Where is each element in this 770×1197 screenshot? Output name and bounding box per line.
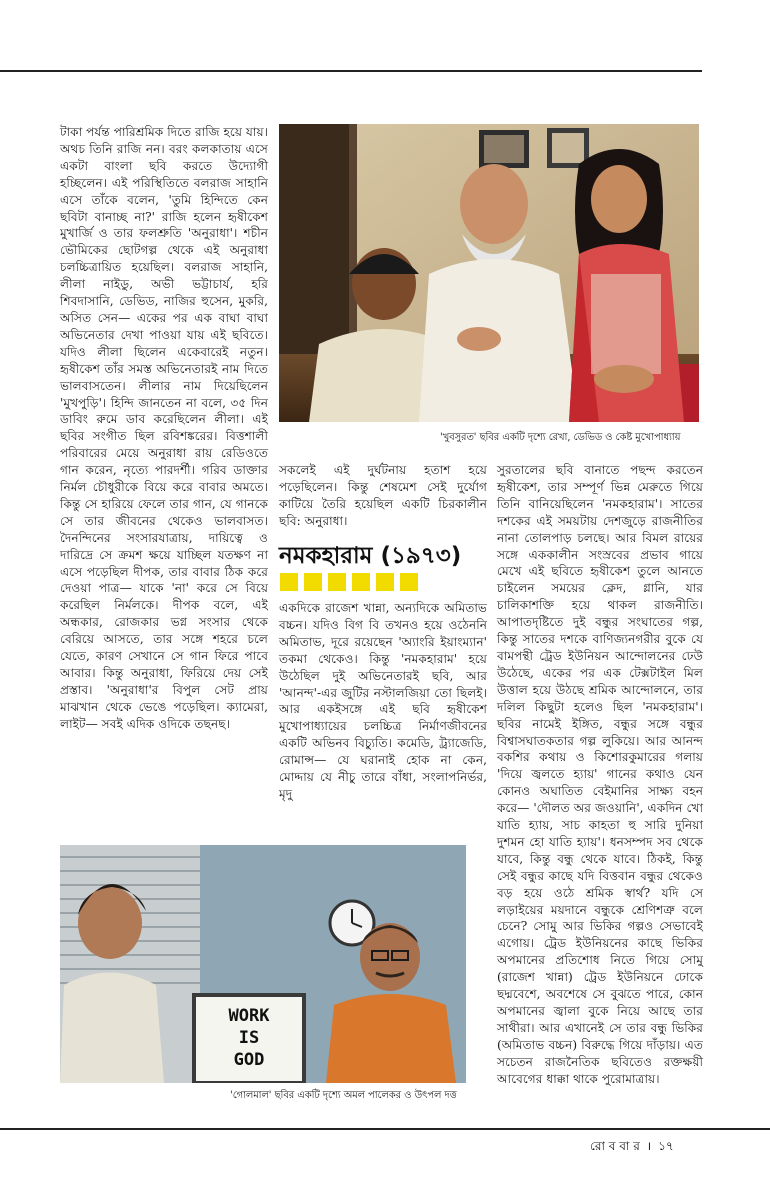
section-heading: নমকহারাম (১৯৭৩)	[279, 543, 462, 569]
footer-rule	[0, 1128, 770, 1130]
magazine-name: রো ব বা র	[590, 1139, 640, 1153]
footer-separator: ।	[646, 1139, 652, 1153]
rating-star	[280, 573, 298, 591]
article-column-1	[60, 124, 268, 733]
page-number: ১৭	[658, 1139, 674, 1153]
bottom-photo-caption: 'গোলমাল' ছবির একটি দৃশ্যে অমল পালেকর ও উৎপল দত্ত	[230, 1090, 457, 1101]
sign-line-1: WORK	[228, 1006, 270, 1026]
rating-star	[400, 573, 418, 591]
column-1-text: টাকা পর্যন্ত পারিশ্রমিক দিতে রাজি হয়ে যায়। অথচ তিনি রাজি নন। বরং কলকাতায় এসে একটা বাংলা ছবি করতে উদ্যোগী হচ্ছিলেন। এই পরিস্থিতিতে বলরাজ সাহানি এসে তাঁকে বলেন, 'তুমি হিন্দিতে কেন ছবিটা বানাচ্ছ না?' রাজি হলেন হৃষীকেশ মুখার্জি ও তার ফলশ্রুতি 'অনুরাধা'। শচীন ভৌমিকের ছোটগল্প থেকে এই অনুরাধা চলচ্চিত্রায়িত হয়েছিল। বলরাজ সাহানি, লীলা নাইডু, অভী ভট্টাচার্য, হরি শিবদাসানি, ডেভিড, নাজির হুসেন, মুকরি, অসিত সেন— একের পর এক বাঘা বাঘা অভিনেতার দেখা পাওয়া যায় এই ছবিতে। যদিও লীলা ছিলেন একেবারেই নতুন। হৃষীকেশ তাঁর সমস্ত অভিনেতারই নাম দিতে ভালবাসতেন। লীলার নাম দিয়েছিলেন 'মুখপুড়ি'। হিন্দি জানতেন না বলে, ৩৫ দিন ডাবিং রুমে ডাব করেছিলেন লীলা। এই ছবির সংগীত ছিল রবিশঙ্করের। বিত্তশালী পরিবারের মেয়ে অনুরাধা রায় রেডিওতে গান করেন, নৃত্যে পারদর্শী। গরিব ডাক্তার নির্মল চৌধুরীকে বিয়ে করে বাবার অমতে। কিন্তু সে হারিয়ে ফেলে তার গান, যে গানকে সে তার জীবনের থেকেও ভালবাসত। দৈনন্দিনের সংসারযাত্রায়, দায়িত্বে ও দারিদ্রে সে ক্রমশ ক্ষয়ে যাচ্ছিল যতক্ষণ না এসে পড়েছিল দীপক, তার বাবার ঠিক করে দেওয়া পাত্র— যাকে 'না' করে সে বিয়ে করেছিল নির্মলকে। দীপক বলে, এই অন্ধকার, রোজকার ভগ্ন সংসার থেকে বেরিয়ে আসতে, তার সঙ্গে শহরে চলে যেতে, কারণ সেখানে সে গান ফিরে পাবে আবার। কিন্তু অনুরাধা, ফিরিয়ে দেয় সেই প্রস্তাব। 'অনুরাধা'র বিপুল সেট প্রায় মাঝখান থেকে ভেঙে পড়েছিল। ক্যামেরা, লাইট— সবই এদিক ওদিকে তছনছ।	[60, 125, 268, 731]
article-column-2-upper	[279, 462, 487, 530]
column-3-text: সুরতালের ছবি বানাতে পছন্দ করতেন হৃষীকেশ, তার সম্পূর্ণ ভিন্ন মেরুতে গিয়ে তিনি বানিয়েছিলেন 'নমকহারাম'। সাতের দশকের এই সময়টায় দেশজুড়ে রাজনীতির নানা তোলপাড় চলছে। আর বিমল রায়ের সঙ্গে এককালীন সংস্রবের প্রভাব গায়ে মেখে এই ছবিতে হৃষীকেশ তুলে আনতে চাইলেন সময়ের ক্লেদ, গ্লানি, যার চালিকাশক্তি হয়ে থাকল রাজনীতি। আপাতদৃষ্টিতে দুই বন্ধুর সংঘাতের গল্প, কিন্তু সাতের দশকে বাণিজ্যনগরীর বুকে যে বামপন্থী ট্রেড ইউনিয়ন আন্দোলনের ঢেউ উঠেছে, একের পর এক টেক্সটাইল মিল উত্তাল হয়ে উঠছে শ্রমিক আন্দোলনে, তার দলিল কিছুটা হলেও ছিল 'নমকহারাম'। ছবির নামেই ইঙ্গিত, বন্ধুর সঙ্গে বন্ধুর বিশ্বাসঘাতকতার গল্প লুকিয়ে। আর আনন্দ বকশির কথায় ও কিশোরকুমারের গলায় 'দিয়ে জ্বলতে হ্যায়' গানের কথাও যেন কোনও অঘাতিত বেইমানির সাক্ষ্য বহন করে— 'দৌলত অর জওয়ানি', একদিন খো যাতি হ্যায়, সাচ কাহতা হু সারি দুনিয়া দুশমন হো যাতি হ্যায়'। ধনসম্পদ সব থেকে যাবে, কিন্তু বন্ধু থেকে যাবে। ঠিকই, কিন্তু সেই বন্ধুর কাছে যদি বিত্তবান বন্ধুর থেকেও বড় হয়ে ওঠে শ্রমিক স্বার্থ? যদি সে লড়াইয়ের ময়দানে বন্ধুকে শ্রেণিশত্রু বলে চেনে? সোমু আর ভিকির গল্পও সেভাবেই এগোয়। ট্রেড ইউনিয়নের কাছে ভিকির অপমানের প্রতিশোধ নিতে গিয়ে সোমু (রাজেশ খান্না) ট্রেড ইউনিয়নে ঢোকে ছদ্মবেশে, অবশেষে সে বুঝতে পারে, কোন অপমানের জ্বালা বুকে নিয়ে আছে তার সাথীরা। আর এখানেই সে তার বন্ধু ভিকির (অমিতাভ বচ্চন) বিরুদ্ধে গিয়ে দাঁড়ায়। এত সচেতন রাজনৈতিক ছবিতেও রক্তক্ষয়ী আবেগের ধাক্কা থাকে পুরোমাত্রায়।	[497, 463, 703, 1086]
column-2-body-text: একদিকে রাজেশ খান্না, অন্যদিকে অমিতাভ বচ্চন। যদিও বিগ বি তখনও হয়ে ওঠেননি অমিতাভ, দূরে রয়েছেন 'অ্যাংরি ইয়াংম্যান' তকমা থেকেও। কিন্তু 'নমকহারাম' হয়ে উঠেছিল দুই অভিনেতারই ছবি, আর 'আনন্দ'-এর জুটির নস্টালজিয়া তো ছিলই। আর একইসঙ্গে এই ছবি হৃষীকেশ মুখোপাধ্যায়ের চলচ্চিত্র নির্মাণজীবনের একটি অভিনব বিচ্যুতি। কমেডি, ট্র্যাজেডি, রোমান্স— যে ঘরানাই হোক না কেন, মোদ্দায় যে নীচু তারে বাঁধা, সংলাপনির্ভর, মৃদু	[279, 601, 487, 801]
rating-star	[376, 573, 394, 591]
khubsoorat-still-photo	[279, 124, 699, 422]
top-photo-caption: 'খুবসুরত' ছবির একটি দৃশ্যে রেখা, ডেভিড ও কেষ্ট মুখোপাধ্যায়	[440, 432, 681, 443]
rating-star	[304, 573, 322, 591]
article-column-3	[497, 462, 703, 1088]
header-rule	[0, 70, 702, 72]
article-column-2-lower	[279, 600, 487, 803]
sign-line-2: IS	[238, 1028, 260, 1048]
golmaal-still-photo	[60, 845, 466, 1083]
column-2-intro-text: সকলেই এই দুর্ঘটনায় হতাশ হয়ে পড়েছিলেন। কিন্তু শেষমেশ সেই দুর্যোগ কাটিয়ে তৈরি হয়েছিল একটি চিরকালীন ছবি: অনুরাধা।	[279, 463, 487, 528]
sign-line-3: GOD	[233, 1050, 265, 1070]
rating-star	[328, 573, 346, 591]
rating-star	[352, 573, 370, 591]
rating-stars	[280, 573, 418, 591]
page-footer	[590, 1137, 674, 1158]
khubsoorat-still-illustration	[279, 124, 699, 422]
work-is-god-sign	[194, 1005, 304, 1071]
